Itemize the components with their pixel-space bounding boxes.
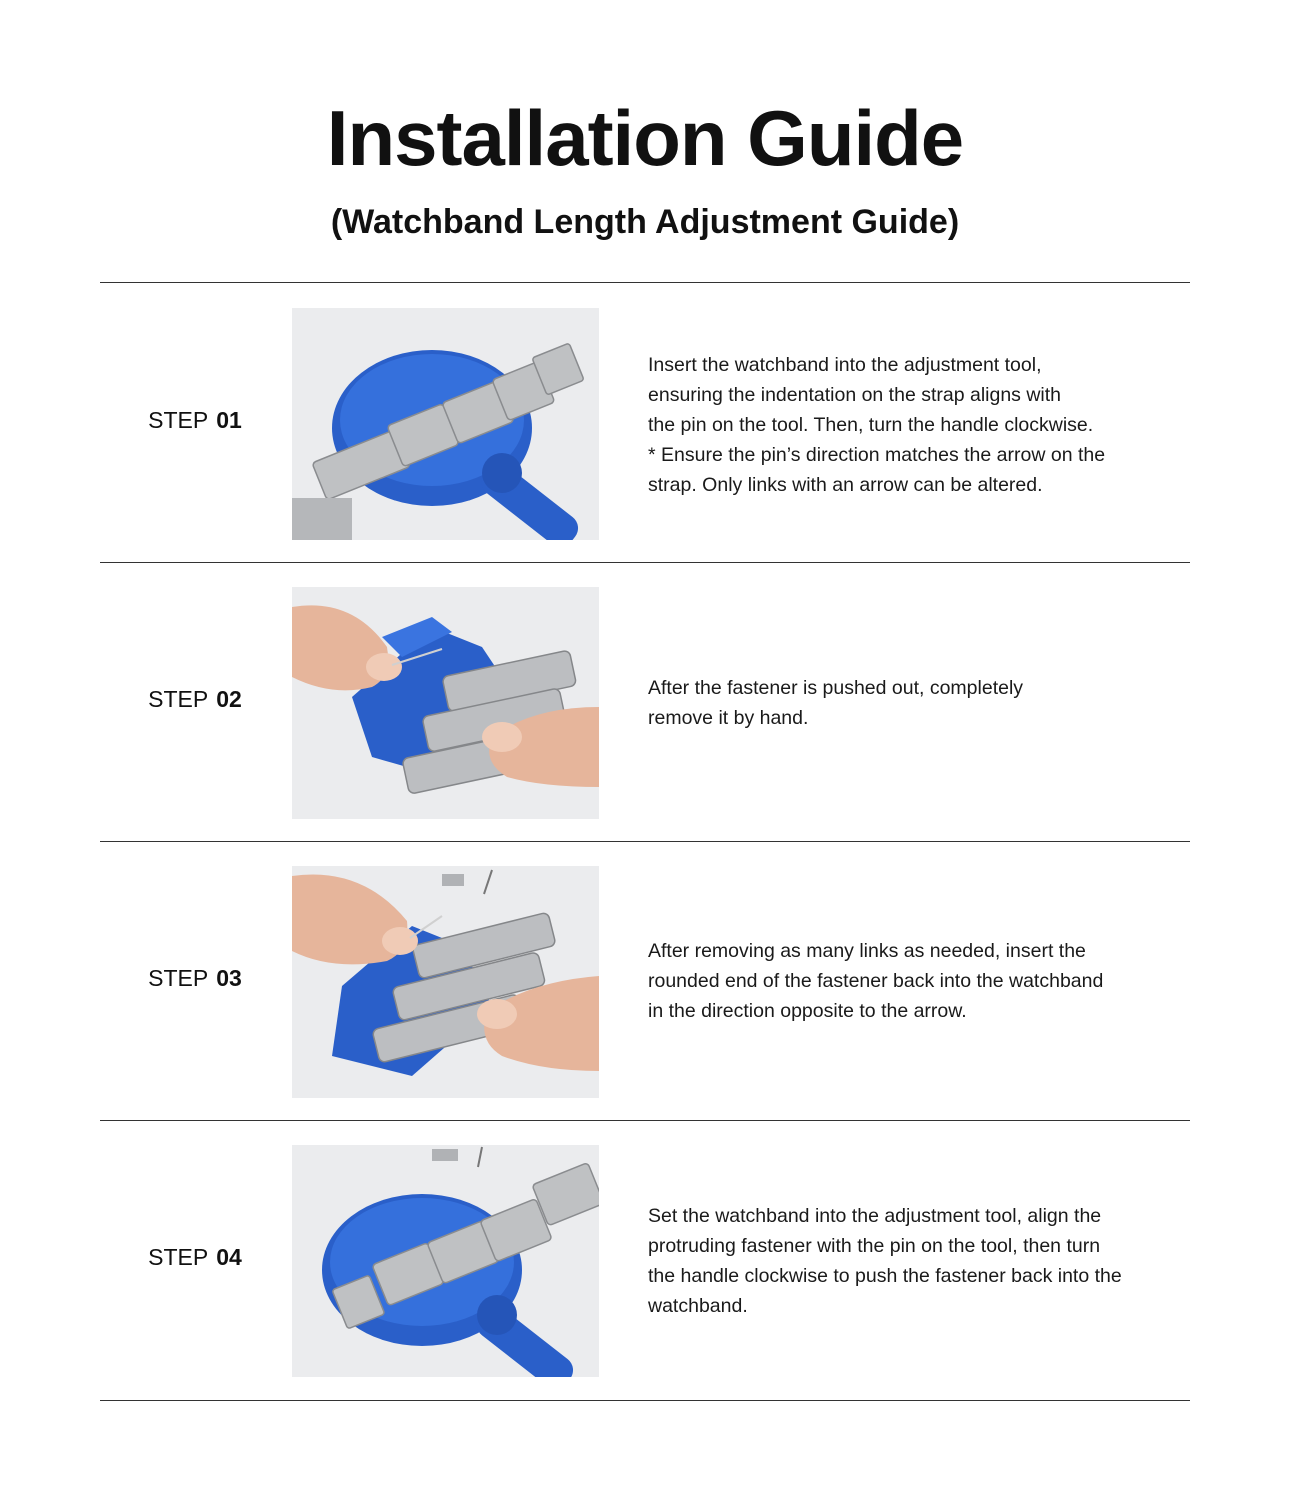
step-03 [100, 842, 1190, 1121]
hands-inserting-fastener-photo [292, 866, 599, 1098]
step-label [100, 681, 290, 717]
hands-removing-fastener-photo [292, 587, 599, 819]
watchband-in-adjustment-tool-photo [292, 308, 599, 540]
step-number: 02 [216, 686, 242, 712]
step-01 [100, 284, 1190, 563]
step-description: After the fastener is pushed out, completely remove it by hand. [648, 677, 1024, 729]
step-02 [100, 563, 1190, 842]
divider [100, 1400, 1190, 1401]
step-04 [100, 1121, 1190, 1400]
step-number: 01 [216, 407, 242, 433]
step-label [100, 1239, 290, 1275]
page-title: Installation Guide [326, 94, 964, 182]
step-label [100, 960, 290, 996]
divider [100, 282, 1190, 283]
step-word: STEP [148, 965, 209, 991]
step-word: STEP [148, 686, 209, 712]
page-subtitle: (Watchband Length Adjustment Guide) [330, 203, 960, 241]
watchband-reset-in-tool-photo [292, 1145, 599, 1377]
step-word: STEP [148, 1244, 209, 1270]
step-word: STEP [148, 407, 209, 433]
step-number: 03 [216, 965, 242, 991]
step-number: 04 [216, 1244, 242, 1270]
step-description: After removing as many links as needed, insert the rounded end of the fastener back into the watchband in the direction opposite to the arrow. [648, 940, 1104, 1022]
step-description: Insert the watchband into the adjustment tool, ensuring the indentation on the strap aligns with the pin on the tool. Then, turn the handle clockwise. * Ensure the pin’s direction matches the arrow on the strap. Only links with an arrow can be altered. [648, 354, 1106, 496]
step-description: Set the watchband into the adjustment tool, align the protruding fastener with the pin on the tool, then turn the handle clockwise to push the fastener back into the watchband. [648, 1205, 1122, 1317]
step-label [100, 402, 290, 438]
